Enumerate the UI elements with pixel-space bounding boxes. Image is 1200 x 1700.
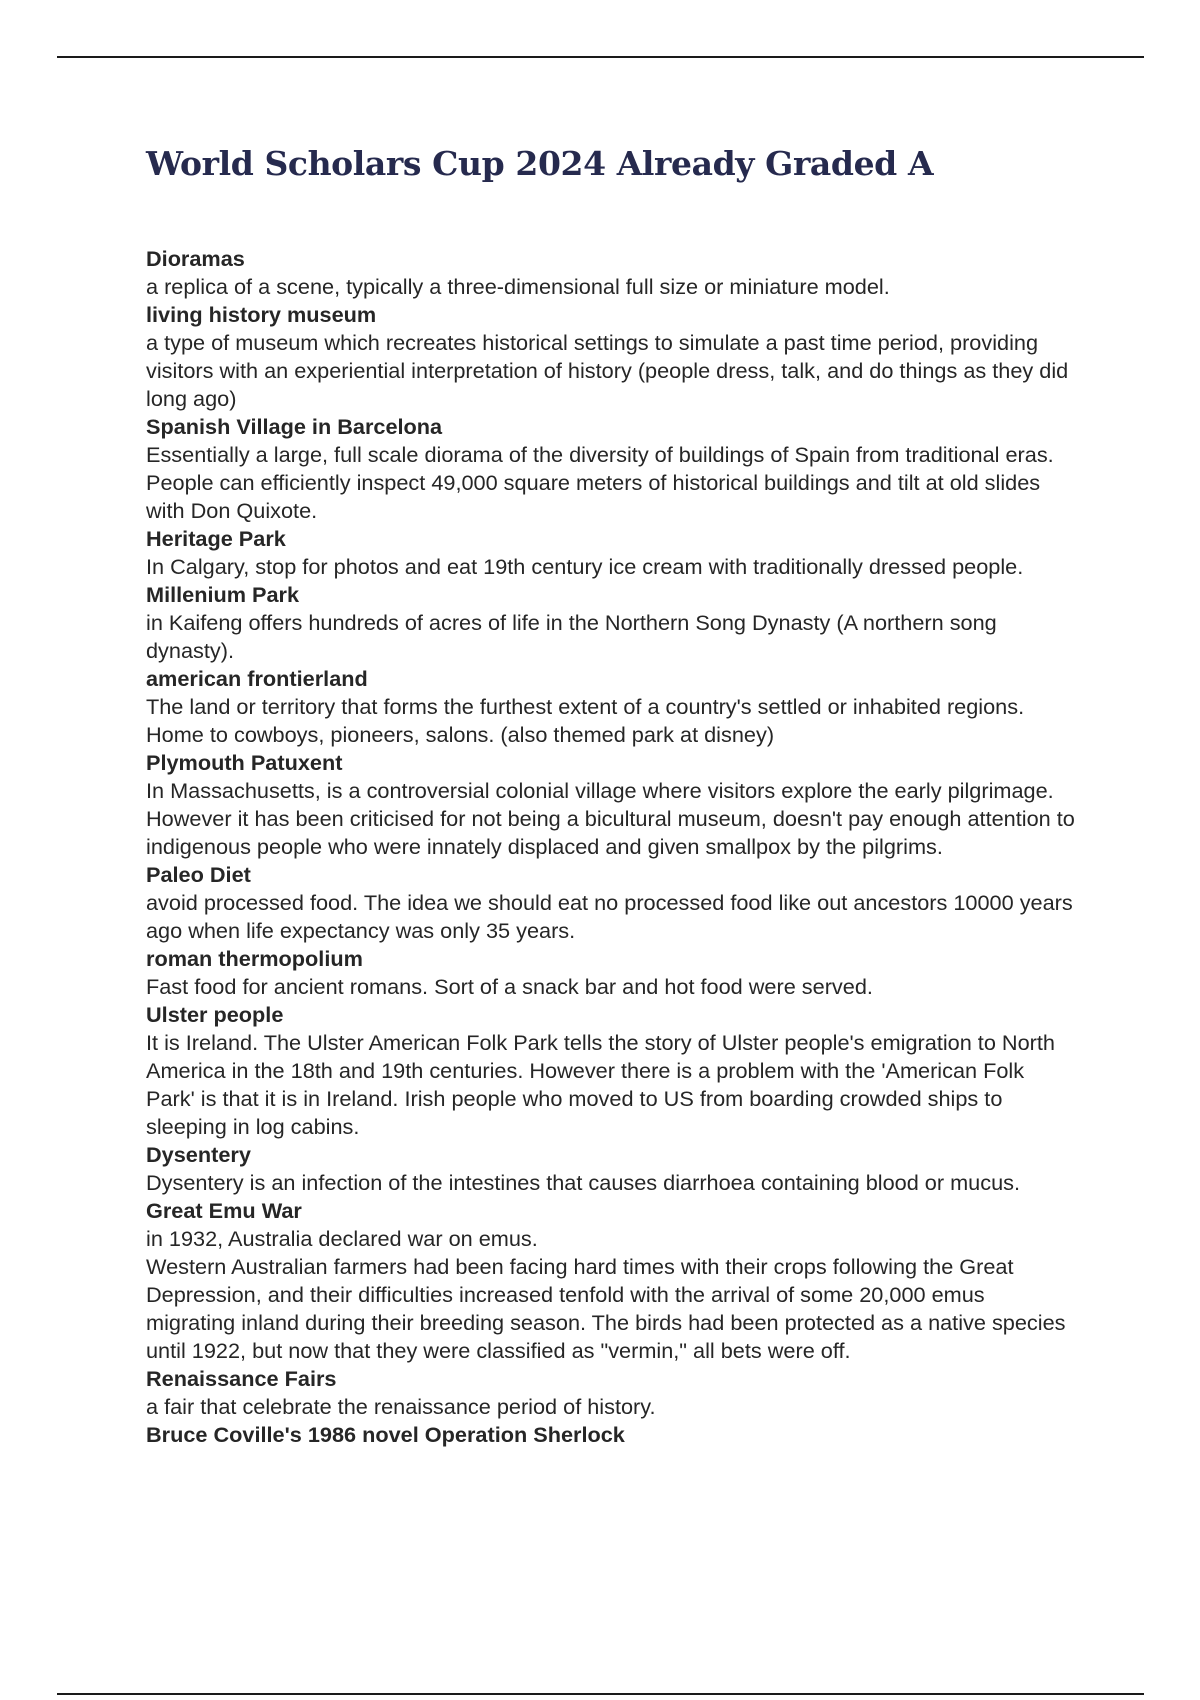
entry-definition: avoid processed food. The idea we should eat no processed food like out ancestors 10000 years ago when life expectancy was only 35 years. [146, 890, 1073, 943]
entry-term: Ulster people [146, 1002, 284, 1027]
entry-definition: a type of museum which recreates historical settings to simulate a past time period, providing visitors with an experiential interpretation of history (people dress, talk, and do things as they did long ago) [146, 330, 1069, 411]
entry-term: american frontierland [146, 666, 368, 691]
document-title: World Scholars Cup 2024 Already Graded A [146, 144, 934, 183]
entry-term: living history museum [146, 302, 377, 327]
entry-term: Dioramas [146, 246, 245, 271]
entry-term: Spanish Village in Barcelona [146, 414, 443, 439]
entry-definition: a replica of a scene, typically a three-dimensional full size or miniature model. [146, 274, 890, 299]
entry-term: Dysentery [146, 1142, 251, 1167]
entry-definition: in 1932, Australia declared war on emus. [146, 1226, 538, 1251]
entry-definition: a fair that celebrate the renaissance period of history. [146, 1394, 656, 1419]
entry-definition: in Kaifeng offers hundreds of acres of life in the Northern Song Dynasty (A northern song dynasty). [146, 610, 997, 663]
entry-term: Great Emu War [146, 1198, 302, 1223]
flashcard-list [146, 245, 1076, 1449]
top-rule [57, 56, 1144, 58]
entry-definition: In Massachusetts, is a controversial colonial village where visitors explore the early pilgrimage. However it has been criticised for not being a bicultural museum, doesn't pay enough attention to indigenous people who were innately displaced and given smallpox by the pilgrims. [146, 778, 1075, 859]
entry-definition: The land or territory that forms the furthest extent of a country's settled or inhabited regions. Home to cowboys, pioneers, salons. (also themed park at disney) [146, 694, 1025, 747]
entry-definition: Dysentery is an infection of the intestines that causes diarrhoea containing blood or mucus. [146, 1170, 1021, 1195]
entry-definition: In Calgary, stop for photos and eat 19th century ice cream with traditionally dressed people. [146, 554, 1024, 579]
entry-definition-continued: Western Australian farmers had been facing hard times with their crops following the Great Depression, and their difficulties increased tenfold with the arrival of some 20,000 emus migrating inland during their breeding season. The birds had been protected as a native species until 1922, but now that they were classified as "vermin," all bets were off. [146, 1254, 1066, 1363]
bottom-rule [57, 1693, 1144, 1695]
entry-term: Plymouth Patuxent [146, 750, 343, 775]
entry-term: Bruce Coville's 1986 novel Operation Sherlock [146, 1422, 625, 1447]
entry-definition: Fast food for ancient romans. Sort of a snack bar and hot food were served. [146, 974, 873, 999]
entry-term: roman thermopolium [146, 946, 363, 971]
entry-term: Renaissance Fairs [146, 1366, 337, 1391]
entry-term: Millenium Park [146, 582, 300, 607]
entry-term: Heritage Park [146, 526, 286, 551]
entry-definition: Essentially a large, full scale diorama of the diversity of buildings of Spain from traditional eras. People can efficiently inspect 49,000 square meters of historical buildings and tilt at old slides with Don Quixote. [146, 442, 1054, 523]
entry-term: Paleo Diet [146, 862, 251, 887]
entry-definition: It is Ireland. The Ulster American Folk Park tells the story of Ulster people's emigration to North America in the 18th and 19th centuries. However there is a problem with the 'American Folk Park' is that it is in Ireland. Irish people who moved to US from boarding crowded ships to sleeping in log cabins. [146, 1030, 1055, 1139]
